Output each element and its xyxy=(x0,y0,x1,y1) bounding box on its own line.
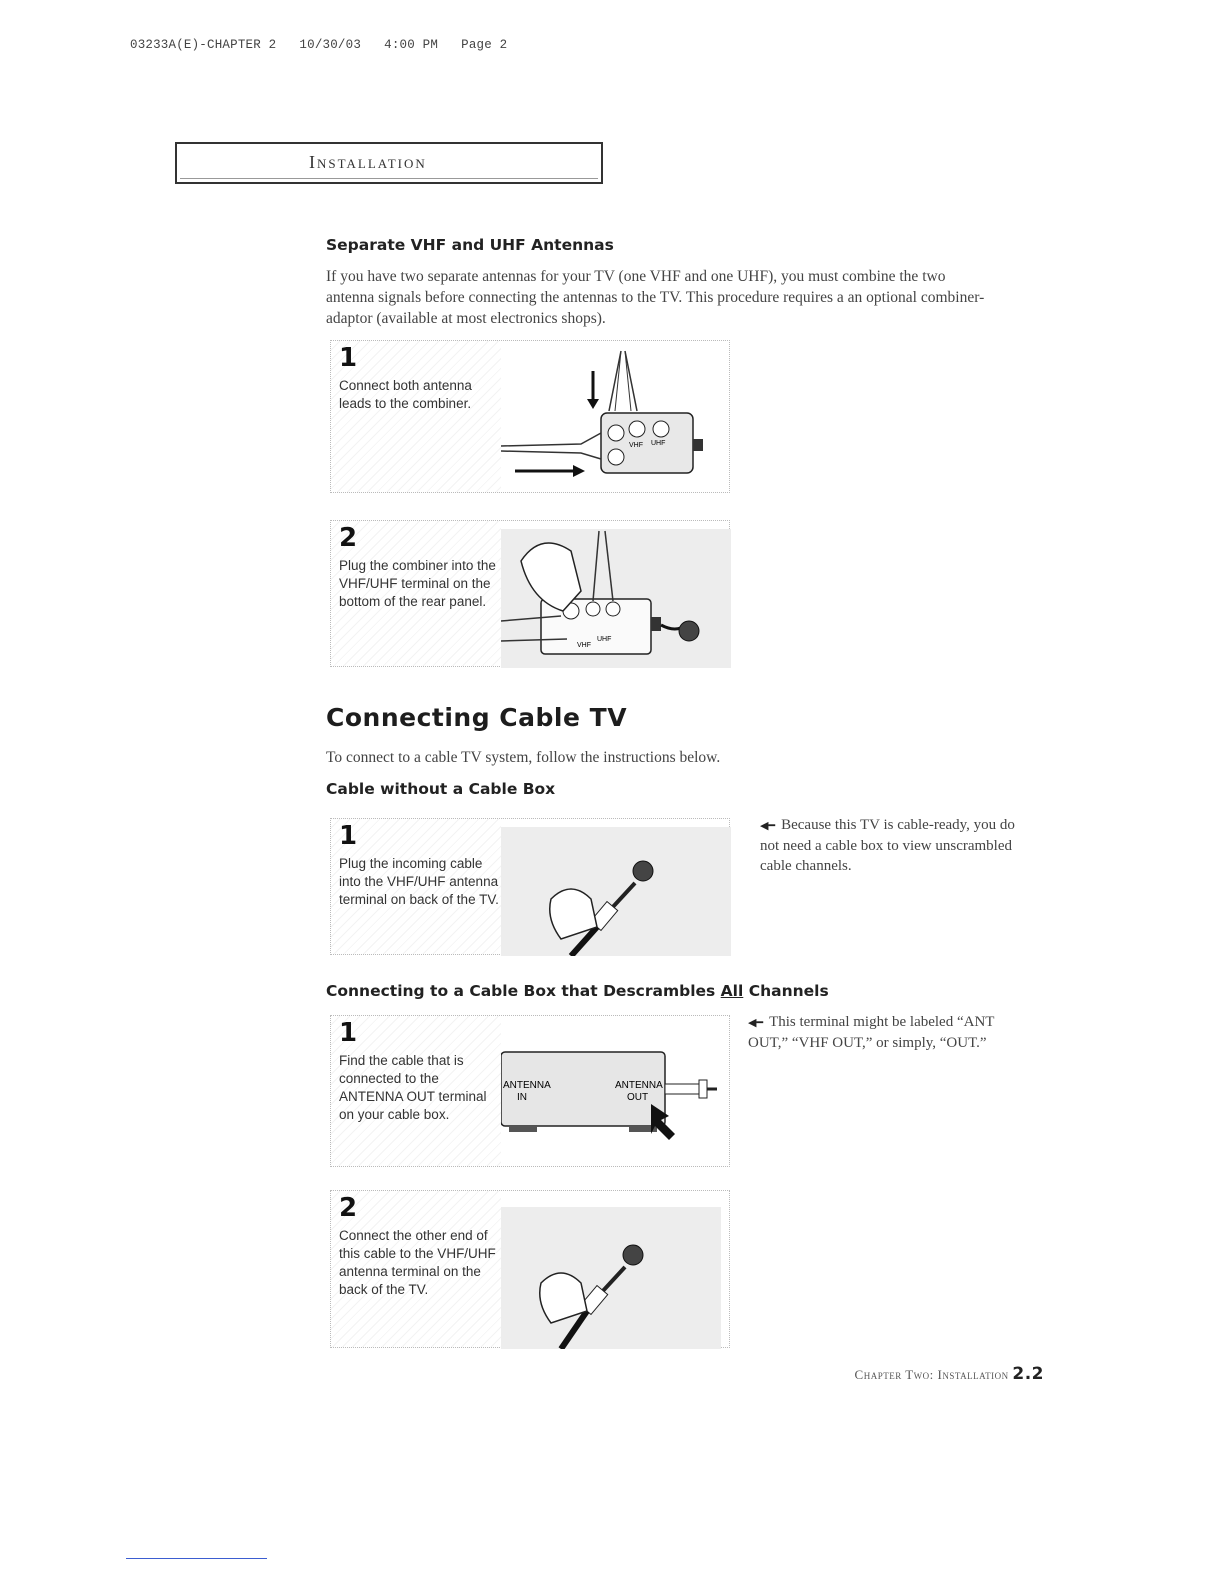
vhf-uhf-step-2 xyxy=(330,520,730,667)
cable-ready-note xyxy=(760,815,1030,876)
cable-box-illustration xyxy=(501,1016,729,1166)
cable-tv-heading: Connecting Cable TV xyxy=(326,703,628,732)
section-title: Installation xyxy=(309,152,427,172)
page-number: 2.2 xyxy=(1012,1364,1044,1384)
vhf-uhf-heading: Separate VHF and UHF Antennas xyxy=(326,236,614,254)
step-number: 1 xyxy=(339,821,358,851)
antenna-in-label: ANTENNA xyxy=(503,1080,551,1091)
step-text: Find the cable that is connected to the ANTENNA OUT terminal on your cable box. xyxy=(339,1053,487,1122)
print-header: 03233A(E)-CHAPTER 2 10/30/03 4:00 PM Page 2 xyxy=(130,38,508,52)
vhf-uhf-step-1 xyxy=(330,340,730,493)
svg-text:IN: IN xyxy=(517,1092,527,1103)
step-text: Plug the combiner into the VHF/UHF terminal on the bottom of the rear panel. xyxy=(339,558,496,609)
vhf-label: VHF xyxy=(577,642,591,649)
step-number: 1 xyxy=(339,1018,358,1048)
step-text: Connect the other end of this cable to the VHF/UHF antenna terminal on the back of the TV. xyxy=(339,1228,496,1297)
uhf-label: UHF xyxy=(651,440,666,447)
page-footer xyxy=(855,1364,1044,1384)
cable-box-step-1 xyxy=(330,1015,730,1167)
note-text: This terminal might be labeled “ANT OUT,” “VHF OUT,” or simply, “OUT.” xyxy=(748,1014,995,1051)
footnote-rule xyxy=(126,1558,267,1559)
antenna-out-label: ANTENNA xyxy=(615,1080,663,1091)
combiner-illustration xyxy=(501,341,729,492)
note-text: Because this TV is cable-ready, you do not need a cable box to view unscrambled cable channels. xyxy=(760,817,1015,874)
vhf-label: VHF xyxy=(629,442,643,449)
cable-no-box-heading: Cable without a Cable Box xyxy=(326,780,556,798)
antenna-out-note xyxy=(748,1012,1028,1053)
cable-box-step-2 xyxy=(330,1190,730,1348)
cable-no-box-step-1 xyxy=(330,818,730,955)
section-header-box xyxy=(175,142,603,184)
cable-box-heading: Connecting to a Cable Box that Descrambles All Channels xyxy=(326,982,829,1000)
cable-plug-illustration xyxy=(501,819,729,954)
cable-tv-intro: To connect to a cable TV system, follow the instructions below. xyxy=(326,749,721,766)
svg-text:OUT: OUT xyxy=(627,1092,649,1103)
note-arrow-icon: ◀━ xyxy=(760,820,776,832)
footer-chapter: Chapter Two: Installation xyxy=(854,1367,1009,1382)
step-text: Connect both antenna leads to the combiner. xyxy=(339,378,472,411)
rear-panel-illustration xyxy=(501,521,729,666)
note-arrow-icon: ◀━ xyxy=(748,1017,764,1029)
step-text: Plug the incoming cable into the VHF/UHF antenna terminal on back of the TV. xyxy=(339,856,499,907)
vhf-uhf-intro: If you have two separate antennas for your TV (one VHF and one UHF), you must combine the two antenna signals before connecting the antennas to the TV. This procedure requires a an optional combiner-adaptor (available at most electronics shops). xyxy=(326,268,985,327)
tv-terminal-illustration xyxy=(501,1191,729,1347)
step-number: 2 xyxy=(339,523,358,553)
step-number: 1 xyxy=(339,343,358,373)
heading-emphasis: All xyxy=(720,982,744,1000)
step-number: 2 xyxy=(339,1193,358,1223)
uhf-label: UHF xyxy=(597,636,612,643)
